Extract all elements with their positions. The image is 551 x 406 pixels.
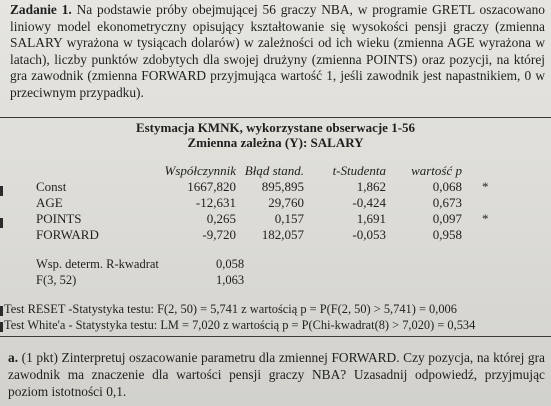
row-se: 895,895 <box>261 179 304 194</box>
row-name: POINTS <box>36 211 82 226</box>
row-coef: 0,265 <box>206 211 236 226</box>
row-coef: 1667,820 <box>187 179 236 194</box>
question-label: a. <box>8 350 19 365</box>
r-squared-value: 0,058 <box>216 257 245 271</box>
row-coef: -12,631 <box>195 195 236 210</box>
white-test: Test White'a - Statystyka testu: LM = 7,020 z wartością p = P(Chi-kwadrat(8) > 7,020) = 0,534 <box>4 318 476 332</box>
header-se: Błąd stand. <box>244 163 304 178</box>
margin-mark <box>0 322 3 332</box>
row-name: Const <box>36 179 67 194</box>
row-p: 0,097 <box>432 211 462 226</box>
f-stat-label: F(3, 52) <box>36 273 77 287</box>
f-stat-value: 1,063 <box>216 273 245 287</box>
row-p: 0,958 <box>432 227 462 242</box>
r-squared-label: Wsp. determ. R-kwadrat <box>36 257 159 271</box>
row-p: 0,068 <box>432 179 462 194</box>
top-rule <box>0 117 551 118</box>
reset-test: Test RESET -Statystyka testu: F(2, 50) = 5,741 z wartością p = P(F(2, 50) > 5,741) = 0,006 <box>4 302 457 316</box>
row-t: -0,053 <box>352 227 386 242</box>
question-text: (1 pkt) Zinterpretuj oszacowanie parametru dla zmiennej FORWARD. Czy pozycja, na której gra zawodnik ma znaczenie dla wartości pensji graczy NBA? Uzasadnij odpowiedź, przyjmując poziom istotności 0,1. <box>8 350 545 399</box>
row-significance-star: * <box>482 179 489 194</box>
row-se: 29,760 <box>268 195 304 210</box>
header-p: wartość p <box>411 163 462 178</box>
margin-mark <box>0 186 3 196</box>
header-coef: Współczynnik <box>164 163 236 178</box>
row-significance-star: * <box>482 211 489 226</box>
estimation-title: Estymacja KMNK, wykorzystane obserwacje 1-56 <box>135 120 416 135</box>
row-t: 1,691 <box>356 211 386 226</box>
row-coef: -9,720 <box>202 227 236 242</box>
task-label: Zadanie 1. <box>10 2 72 17</box>
task-text: Na podstawie próby obejmującej 56 graczy NBA, w programie GRETL oszacowano liniowy model ekonometryczny opisujący kształtowanie się wysokości pensji graczy (zmienna SALARY wyrażona w tysiącach dolarów) w zależności od ich wieku (zmienna AGE wyrażona w latach), liczby punktów zdobytych dla swojej drużyny (zmienna POINTS) oraz pozycji, na której gra zawodnik (zmienna FORWARD przyjmująca wartość 1, jeśli zawodnik jest napastnikiem, 0 w przeciwnym przypadku). <box>10 2 545 100</box>
header-t: t-Studenta <box>332 163 386 178</box>
row-p: 0,673 <box>432 195 462 210</box>
margin-mark <box>0 306 3 316</box>
row-t: 1,862 <box>356 179 386 194</box>
question-a <box>8 349 545 400</box>
margin-mark <box>0 218 3 228</box>
row-se: 182,057 <box>261 227 304 242</box>
row-name: AGE <box>36 195 63 210</box>
estimation-subtitle: Zmienna zależna (Y): SALARY <box>187 135 364 150</box>
task-description <box>10 2 545 102</box>
row-name: FORWARD <box>36 227 99 242</box>
row-t: -0,424 <box>352 195 386 210</box>
row-se: 0,157 <box>274 211 304 226</box>
bottom-rule <box>0 336 551 337</box>
